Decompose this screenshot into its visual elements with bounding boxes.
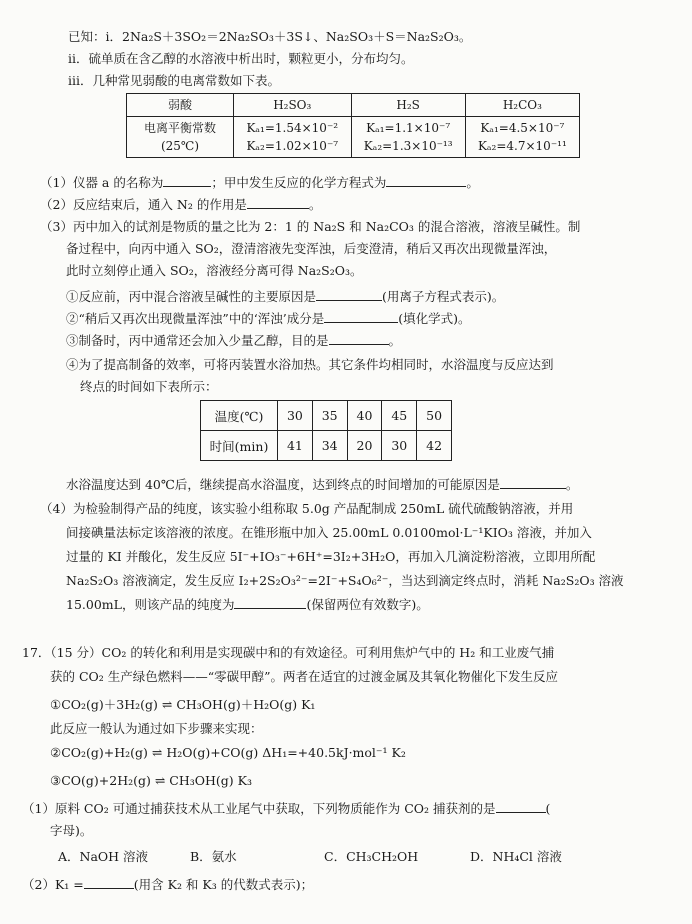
h2co3-ka1: Kₐ₁=4.5×10⁻⁷ xyxy=(480,121,565,135)
q3-s1-blank[interactable] xyxy=(316,288,382,301)
q3-sub-4: ④为了提高制备的效率，可将丙装置水浴加热。其它条件均相同时，水浴温度与反应达到 xyxy=(66,357,554,372)
q4-line-1: （4）为检验制得产品的纯度，该实验小组称取 5.0g 产品配制成 250mL 硫代硫酸钠溶液，并用 xyxy=(40,501,574,516)
q1-text-b: ；甲中发生反应的化学方程式为 xyxy=(211,175,387,190)
q3-sub-3 xyxy=(66,332,401,350)
q2-text-b: 。 xyxy=(308,197,322,212)
time-cell: 34 xyxy=(312,431,347,461)
q3-sub-1 xyxy=(66,288,504,306)
known-i: 已知：i．2Na₂S＋3SO₂＝2Na₂SO₃＋3S↓、Na₂SO₃＋S＝Na₂S₂O₃。 xyxy=(68,29,472,44)
cell-h2s xyxy=(351,117,465,158)
h2s-ka1: Kₐ₁=1.1×10⁻⁷ xyxy=(366,121,451,135)
time-cell: 30 xyxy=(382,431,417,461)
q3-after-text: 水浴温度达到 40℃后，继续提高水浴温度，达到终点的时间增加的可能原因是 xyxy=(66,477,500,492)
cell-h2so3 xyxy=(234,117,352,158)
q3-s2-suffix: (填化学式)。 xyxy=(398,311,471,326)
q17-p1-paren: ( xyxy=(545,801,551,816)
row-label xyxy=(127,117,234,158)
q4-line-5 xyxy=(66,596,429,614)
header-h2s: H₂S xyxy=(351,94,465,117)
temp-cell: 30 xyxy=(278,401,313,431)
q3-s1-suffix: (用离子方程式表示)。 xyxy=(382,289,505,304)
time-cell: 42 xyxy=(417,431,452,461)
reaction-1: ①CO₂(g)＋3H₂(g) ⇌ CH₃OH(g)＋H₂O(g) K₁ xyxy=(50,697,316,712)
q1-text-a: （1）仪器 a 的名称为 xyxy=(40,175,164,190)
time-cell: 20 xyxy=(347,431,382,461)
question-2 xyxy=(40,196,321,214)
time-label: 时间(min) xyxy=(201,431,278,461)
temp-cell: 50 xyxy=(417,401,452,431)
q1-blank-2[interactable] xyxy=(386,174,466,187)
q17-p2-text: （2）K₁ = xyxy=(22,877,84,892)
header-h2co3: H₂CO₃ xyxy=(465,94,579,117)
q3-after-blank[interactable] xyxy=(500,476,566,489)
known-ii: ii．硫单质在含乙醇的水溶液中析出时，颗粒更小，分布均匀。 xyxy=(68,51,414,66)
cell-h2co3 xyxy=(465,117,579,158)
temperature-time-table xyxy=(200,400,452,461)
q3-line-1: （3）丙中加入的试剂是物质的量之比为 2：1 的 Na₂S 和 Na₂CO₃ 的混合溶液，溶液呈碱性。制 xyxy=(40,219,581,234)
row-label-line2: (25℃) xyxy=(160,139,200,153)
h2s-ka2: Kₐ₂=1.3×10⁻¹³ xyxy=(363,139,453,153)
q2-blank[interactable] xyxy=(247,196,309,209)
q4-l5-suffix: (保留两位有效数字)。 xyxy=(306,597,429,612)
q17-mid: 此反应一般认为通过如下步骤来实现： xyxy=(50,721,263,736)
header-weak-acid: 弱酸 xyxy=(127,94,234,117)
q17-line-1: 17．（15 分）CO₂ 的转化和利用是实现碳中和的有效途径。可利用焦炉气中的 H₂ 和工业废气捕 xyxy=(22,645,555,660)
ionization-constant-table xyxy=(126,93,580,158)
q3-line-2: 备过程中，向丙中通入 SO₂，澄清溶液先变浑浊，后变澄清，稍后又再次出现微量浑浊， xyxy=(66,241,557,256)
q3-sub-2 xyxy=(66,310,471,328)
temp-cell: 40 xyxy=(347,401,382,431)
option-b: B．氨水 xyxy=(190,849,237,864)
h2so3-ka2: Kₐ₂=1.02×10⁻⁷ xyxy=(246,139,339,153)
option-a: A．NaOH 溶液 xyxy=(58,849,149,864)
q4-l5-text: 15.00mL，则该产品的纯度为 xyxy=(66,597,235,612)
q4-blank[interactable] xyxy=(234,596,306,609)
temp-cell: 35 xyxy=(312,401,347,431)
header-h2so3: H₂SO₃ xyxy=(234,94,352,117)
q1-text-c: 。 xyxy=(466,175,479,190)
q3-sub-4b: 终点的时间如下表所示： xyxy=(80,379,218,394)
h2so3-ka1: Kₐ₁=1.54×10⁻² xyxy=(246,121,339,135)
q4-line-3: 过量的 KI 并酸化，发生反应 5I⁻+IO₃⁻+6H⁺=3I₂+3H₂O，再加入几滴淀粉溶液，立即用所配 xyxy=(66,549,596,564)
known-iii: iii．几种常见弱酸的电离常数如下表。 xyxy=(68,73,280,88)
q3-s2-blank[interactable] xyxy=(324,310,398,323)
q17-line-2: 获的 CO₂ 生产绿色燃料——“零碳甲醇”。两者在适宜的过渡金属及其氧化物催化下发生反应 xyxy=(50,669,559,684)
option-c: C．CH₃CH₂OH xyxy=(324,849,419,864)
option-d: D．NH₄Cl 溶液 xyxy=(470,849,562,864)
reaction-2: ②CO₂(g)+H₂(g) ⇌ H₂O(g)+CO(g) ΔH₁=+40.5kJ·mol⁻¹ K₂ xyxy=(50,745,406,760)
q3-line-3: 此时立刻停止通入 SO₂，溶液经分离可得 Na₂S₂O₃。 xyxy=(66,263,363,278)
row-label-line1: 电离平衡常数 xyxy=(143,121,216,135)
temp-cell: 45 xyxy=(382,401,417,431)
q17-p2-suffix: (用含 K₂ 和 K₃ 的代数式表示)； xyxy=(133,877,314,892)
q3-s2-text: ②“稍后又再次出现微量浑浊”中的‘浑浊’成分是 xyxy=(66,311,325,326)
q17-p1-text: （1）原料 CO₂ 可通过捕获技术从工业尾气中获取，下列物质能作为 CO₂ 捕获剂的是 xyxy=(22,801,496,816)
time-cell: 41 xyxy=(278,431,313,461)
q17-p1-cont: 字母)。 xyxy=(50,823,93,838)
q3-after-end: 。 xyxy=(565,477,579,492)
q3-s1-text: ①反应前，丙中混合溶液呈碱性的主要原因是 xyxy=(66,289,317,304)
q3-s3-text: ③制备时，丙中通常还会加入少量乙醇，目的是 xyxy=(66,333,329,348)
q17-p2-blank[interactable] xyxy=(84,876,134,889)
question-1 xyxy=(40,174,479,192)
temp-label: 温度(℃) xyxy=(201,401,278,431)
q2-text-a: （2）反应结束后，通入 N₂ 的作用是 xyxy=(40,197,247,212)
q17-part-1 xyxy=(22,800,550,818)
q1-blank-1[interactable] xyxy=(163,174,211,187)
q17-part-2 xyxy=(22,876,313,894)
q4-line-4: Na₂S₂O₃ 溶液滴定，发生反应 I₂+2S₂O₃²⁻=2I⁻+S₄O₆²⁻，当达到滴定终点时，消耗 Na₂S₂O₃ 溶液 xyxy=(66,573,624,588)
reaction-3: ③CO(g)+2H₂(g) ⇌ CH₃OH(g) K₃ xyxy=(50,773,252,788)
q3-s3-blank[interactable] xyxy=(329,332,389,345)
q3-s3-end: 。 xyxy=(388,333,402,348)
q4-line-2: 间接碘量法标定该溶液的浓度。在锥形瓶中加入 25.00mL 0.0100mol·L⁻¹KIO₃ 溶液，并加入 xyxy=(66,525,592,540)
q17-p1-blank[interactable] xyxy=(496,800,546,813)
h2co3-ka2: Kₐ₂=4.7×10⁻¹¹ xyxy=(477,139,567,153)
q3-after-table xyxy=(66,476,578,494)
